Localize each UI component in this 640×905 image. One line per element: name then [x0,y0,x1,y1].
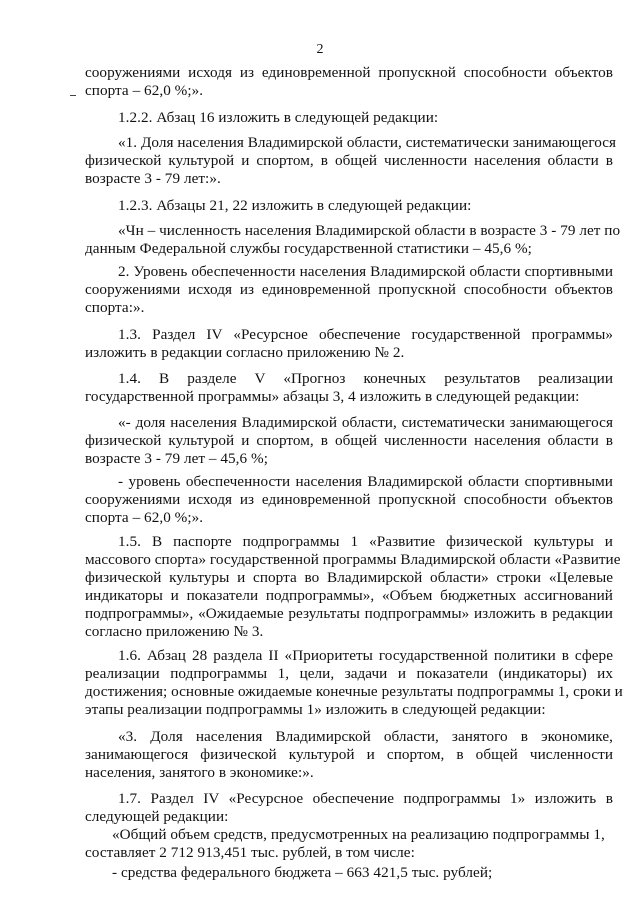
text-line: 1.3. Раздел IV «Ресурсное обеспечение государственной программы» [118,326,613,343]
text-line: подпрограммы», «Ожидаемые результаты подпрограммы» изложить в редакции [85,605,613,622]
text-line: - уровень обеспеченности населения Владимирской области спортивными [118,473,613,490]
page-number: 2 [316,42,324,57]
paragraph-heading: 1.2.2. Абзац 16 изложить в следующей редакции: [118,109,439,126]
text-line: «- доля населения Владимирской области, систематически занимающегося [118,414,613,431]
text-line: населения, занятого в экономике:». [85,764,314,781]
text-line: спорта – 62,0 %;». [85,82,204,99]
text-line: «Общий объем средств, предусмотренных на реализацию подпрограммы 1, [112,826,605,843]
text-line: возрасте 3 - 79 лет – 45,6 %; [85,450,268,467]
text-line: составляет 2 712 913,451 тыс. рублей, в том числе: [85,844,415,861]
text-line: сооружениями исходя из единовременной пропускной способности объектов [85,491,613,508]
text-line: 1.7. Раздел IV «Ресурсное обеспечение подпрограммы 1» изложить в [118,790,613,807]
text-line: реализации подпрограммы 1, цели, задачи и показатели (индикаторы) их [85,665,613,682]
text-line: «1. Доля населения Владимирской области, систематически занимающегося [118,134,617,151]
text-line: массового спорта» государственной программы Владимирской области «Развитие [85,551,621,568]
text-line: 1.6. Абзац 28 раздела II «Приоритеты государственной политики в сфере [118,647,613,664]
margin-mark [70,95,76,96]
text-line: 1.4. В разделе V «Прогноз конечных результатов реализации [118,370,613,387]
text-line: - средства федерального бюджета – 663 421,5 тыс. рублей; [112,864,493,881]
text-line: «Чн – численность населения Владимирской области в возрасте 3 - 79 лет по [118,222,621,239]
text-line: спорта:». [85,299,145,316]
paragraph-heading: 1.2.3. Абзацы 21, 22 изложить в следующей редакции: [118,197,472,214]
text-line: 2. Уровень обеспеченности населения Владимирской области спортивными [118,263,613,280]
text-line: сооружениями исходя из единовременной пропускной способности объектов [85,64,613,81]
text-line: сооружениями исходя из единовременной пропускной способности объектов [85,281,613,298]
text-line: физической культуры и спорта во Владимирской области» строки «Целевые [85,569,613,586]
text-line: возрасте 3 - 79 лет:». [85,170,221,187]
text-line: физической культурой и спортом, в общей численности населения области в [85,432,613,449]
text-line: 1.5. В паспорте подпрограммы 1 «Развитие физической культуры и [118,533,613,550]
text-line: данным Федеральной службы государственной статистики – 45,6 %; [85,240,532,257]
text-line: занимающегося физической культурой и спортом, в общей численности [85,746,613,763]
text-line: «3. Доля населения Владимирской области, занятого в экономике, [118,728,613,745]
text-line: государственной программы» абзацы 3, 4 изложить в следующей редакции: [85,388,580,405]
text-line: следующей редакции: [85,808,229,825]
text-line: изложить в редакции согласно приложению № 2. [85,344,405,361]
text-line: согласно приложению № 3. [85,623,264,640]
text-line: достижения; основные ожидаемые конечные результаты подпрограммы 1, сроки и [85,683,623,700]
text-line: этапы реализации подпрограммы 1» изложить в следующей редакции: [85,701,546,718]
text-line: физической культурой и спортом, в общей численности населения области в [85,152,613,169]
text-line: индикаторы и показатели подпрограммы», «Объем бюджетных ассигнований [85,587,613,604]
text-line: спорта – 62,0 %;». [85,509,204,526]
